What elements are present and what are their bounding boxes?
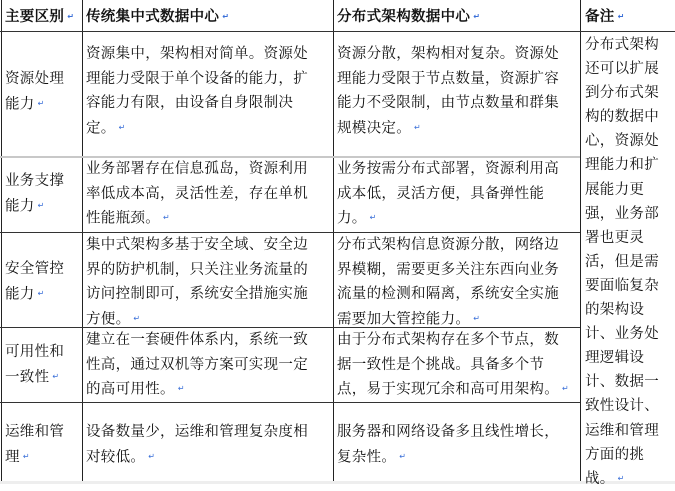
cell-line: 业务部署存在信息孤岛，资源利用 xyxy=(86,161,308,177)
row5-distributed xyxy=(337,420,559,469)
cell-line: 还可以扩展 xyxy=(585,61,659,78)
cell-line: 设备数量少，运维和管理复杂度相 xyxy=(86,424,308,440)
paragraph-mark-icon: ↵ xyxy=(369,213,377,222)
cell-line: 对较低。 xyxy=(86,448,146,465)
cell-line: 构的数据中 xyxy=(585,109,659,126)
paragraph-mark-icon: ↵ xyxy=(67,12,75,21)
cell-line: 理能力受限于单个设备的能力，扩 xyxy=(86,70,308,87)
cell-line: 致性设计、 xyxy=(585,398,659,415)
row4-distributed xyxy=(337,328,569,402)
cell-line: 规模决定。 xyxy=(337,119,411,136)
cell-line: 能力 xyxy=(5,197,35,214)
row2-distributed xyxy=(337,157,559,231)
column-divider-3 xyxy=(580,0,581,481)
row2-aspect xyxy=(5,169,64,218)
cell-line: 访问控制即可，系统安全措施实施 xyxy=(86,286,308,302)
header-aspect-text: 主要区别 xyxy=(5,9,65,25)
cell-line: 要面临复杂 xyxy=(585,277,659,294)
cell-line: 能力 xyxy=(5,95,35,112)
paragraph-mark-icon: ↵ xyxy=(148,451,156,461)
cell-line: 分布式架构 xyxy=(585,37,659,53)
paragraph-mark-icon: ↵ xyxy=(37,288,45,298)
header-remarks-text: 备注 xyxy=(585,9,615,25)
cell-line: 运维和管 xyxy=(5,424,65,440)
cell-line: 运维和管理 xyxy=(585,422,659,439)
row3-aspect xyxy=(5,257,64,306)
cell-line: 服务器和网络设备多且线性增长， xyxy=(337,424,559,440)
cell-line: 需要加大管控能力。 xyxy=(337,310,471,327)
paragraph-mark-icon: ↵ xyxy=(414,122,422,132)
paragraph-mark-icon: ↵ xyxy=(473,313,481,323)
row5-aspect xyxy=(5,420,64,469)
cell-line: 强，业务部 xyxy=(585,205,659,222)
cell-line: 理能力和扩 xyxy=(585,157,659,174)
remarks-cell xyxy=(585,33,659,491)
header-aspect xyxy=(5,7,74,27)
cell-line: 集中式架构多基于安全域、安全边 xyxy=(86,237,308,253)
cell-line: 建立在一套硬件体系内，系统一致 xyxy=(86,332,308,348)
paragraph-mark-icon: ↵ xyxy=(118,122,126,132)
cell-line: 安全管控 xyxy=(5,261,65,277)
paragraph-mark-icon: ↵ xyxy=(222,12,230,21)
cell-line: 理能力受限于节点数量，资源扩容 xyxy=(337,70,559,87)
header-distributed-text: 分布式架构数据中心 xyxy=(337,9,471,25)
cell-line: 署也更灵 xyxy=(585,229,645,246)
cell-line: 活，但是需 xyxy=(585,253,659,270)
paragraph-mark-icon: ↵ xyxy=(37,98,45,108)
header-traditional-text: 传统集中式数据中心 xyxy=(86,9,220,25)
cell-line: 业务支撑 xyxy=(5,173,65,189)
cell-line: 的高可用性。 xyxy=(86,381,175,398)
paragraph-mark-icon: ↵ xyxy=(617,12,625,21)
cell-line: 计、业务处 xyxy=(585,326,659,343)
cell-line: 复杂性。 xyxy=(337,448,397,465)
paragraph-mark-icon: ↵ xyxy=(399,451,407,461)
row1-traditional xyxy=(86,42,308,140)
row3-traditional xyxy=(86,233,308,331)
cell-line: 可用性和 xyxy=(5,344,65,360)
cell-line: 由于分布式架构存在多个节点，数 xyxy=(337,332,559,348)
paragraph-mark-icon: ↵ xyxy=(562,384,570,393)
cell-line: 定。 xyxy=(86,119,116,136)
paragraph-mark-icon: ↵ xyxy=(617,473,625,483)
cell-line: 资源分散，架构相对复杂。资源处 xyxy=(337,46,559,62)
cell-line: 界的防护机制，只关注业务流量的 xyxy=(86,261,308,278)
table-border-left xyxy=(1,0,2,481)
cell-line: 资源处理 xyxy=(5,71,65,87)
header-divider xyxy=(0,31,675,32)
paragraph-mark-icon: ↵ xyxy=(37,200,45,210)
row-divider-4 xyxy=(0,402,580,403)
column-divider-2 xyxy=(333,0,334,481)
cell-line: 的架构设 xyxy=(585,302,645,319)
cell-line: 界模糊，需要更多关注东西向业务 xyxy=(337,261,559,278)
row3-distributed xyxy=(337,233,559,331)
paragraph-mark-icon: ↵ xyxy=(133,313,141,323)
cell-line: 性高，通过双机等方案可实现一定 xyxy=(86,356,308,373)
cell-line: 心，资源处 xyxy=(585,133,659,150)
cell-line: 能力 xyxy=(5,285,35,302)
paragraph-mark-icon: ↵ xyxy=(177,384,185,393)
cell-line: 性能瓶颈。 xyxy=(86,210,160,227)
header-remarks xyxy=(585,7,625,27)
paragraph-mark-icon: ↵ xyxy=(52,371,60,381)
header-traditional xyxy=(86,7,229,27)
row1-aspect xyxy=(5,67,64,116)
cell-line: 据一致性是个挑战。具备多个节 xyxy=(337,356,545,373)
cell-line: 业务按需分布式部署，资源利用高 xyxy=(337,161,559,177)
paragraph-mark-icon: ↵ xyxy=(22,451,30,461)
cell-line: 方便。 xyxy=(86,310,131,327)
cell-line: 率低成本高，灵活性差，存在单机 xyxy=(86,185,308,202)
cell-line: 到分布式架 xyxy=(585,85,659,102)
cell-line: 战。 xyxy=(585,470,615,487)
cell-line: 流量的检测和隔离，系统安全实施 xyxy=(337,286,559,302)
cell-line: 方面的挑 xyxy=(585,446,645,463)
cell-line: 点，易于实现冗余和高可用架构。 xyxy=(337,381,559,398)
cell-line: 计、数据一 xyxy=(585,374,659,391)
cell-line: 成本低，灵活方便，具备弹性能 xyxy=(337,185,545,202)
row1-distributed xyxy=(337,42,559,140)
row4-aspect xyxy=(5,340,64,389)
cell-line: 理 xyxy=(5,448,20,465)
paragraph-mark-icon: ↵ xyxy=(473,12,481,21)
row4-traditional xyxy=(86,328,308,402)
cell-line: 能力不受限制，由节点数量和群集 xyxy=(337,95,559,111)
row2-traditional xyxy=(86,157,308,231)
cell-line: 展能力更 xyxy=(585,181,645,198)
column-divider-1 xyxy=(82,0,83,481)
cell-line: 一致性 xyxy=(5,368,50,385)
header-distributed xyxy=(337,7,480,27)
cell-line: 容能力有限，由设备自身限制决 xyxy=(86,95,294,111)
paragraph-mark-icon: ↵ xyxy=(163,213,171,222)
cell-line: 分布式架构信息资源分散，网络边 xyxy=(337,237,559,253)
row5-traditional xyxy=(86,420,308,469)
cell-line: 资源集中，架构相对简单。资源处 xyxy=(86,46,308,62)
cell-line: 理逻辑设 xyxy=(585,350,645,367)
cell-line: 力。 xyxy=(337,210,367,227)
